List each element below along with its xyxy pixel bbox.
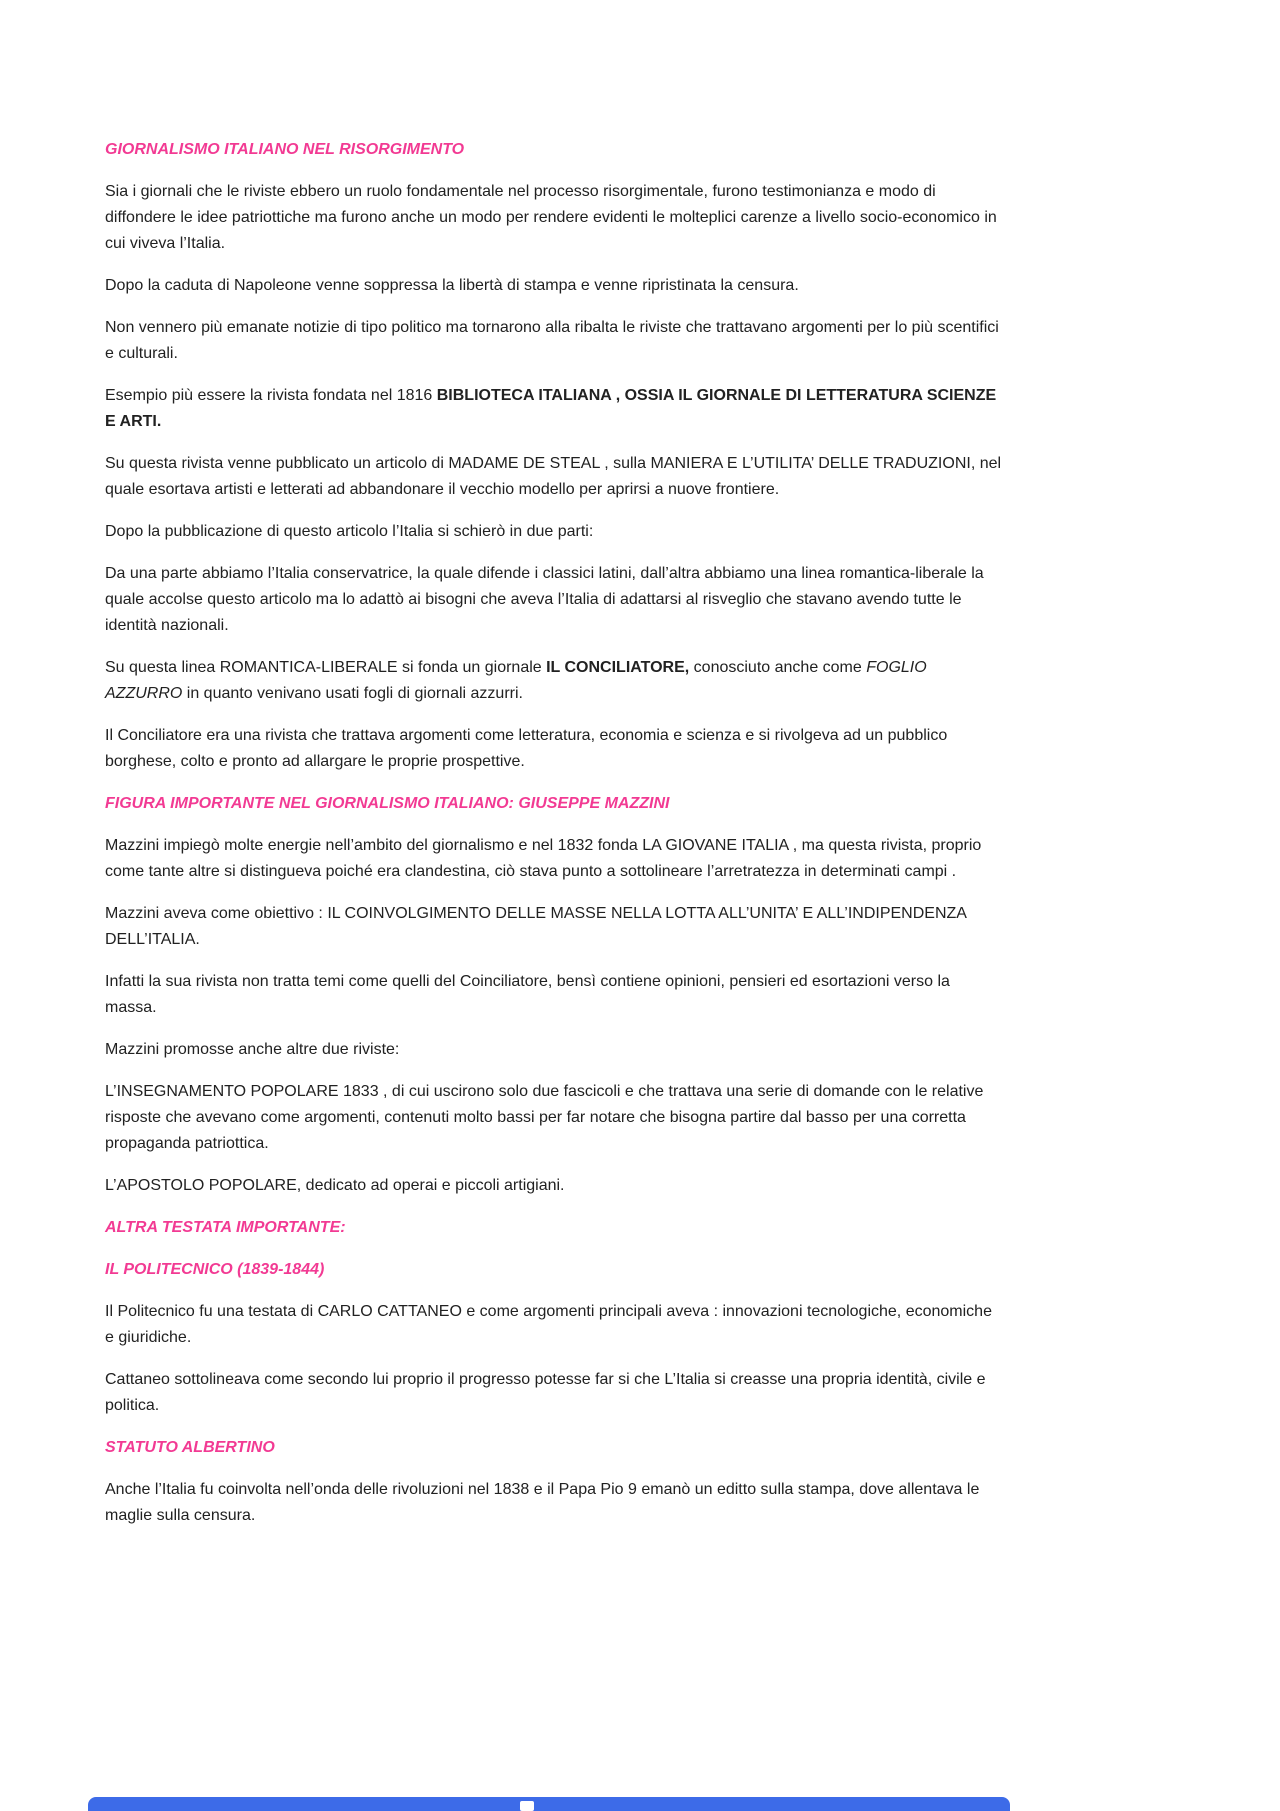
section-heading-mazzini: FIGURA IMPORTANTE NEL GIORNALISMO ITALIANO: GIUSEPPE MAZZINI	[105, 795, 670, 812]
paragraph-run-bold: IL CONCILIATORE,	[546, 659, 690, 676]
footer-bar[interactable]	[88, 1797, 1010, 1811]
paragraph: L’INSEGNAMENTO POPOLARE 1833 , di cui uscirono solo due fascicoli e che trattava una serie di domande con le relative risposte che avevano come argomenti, contenuti molto bassi per far notare che bisogna partire dal basso per una corretta propaganda patriottica.	[105, 1083, 984, 1152]
paragraph: Cattaneo sottolineava come secondo lui proprio il progresso potesse far si che L’Italia si creasse una propria identità, civile e politica.	[105, 1371, 986, 1414]
paragraph: Da una parte abbiamo l’Italia conservatrice, la quale difende i classici latini, dall’altra abbiamo una linea romantica-liberale la quale accolse questo articolo ma lo adattò ai bisogni che aveva l’Italia di adattarsi al risveglio che stavano avendo tutte le identità nazionali.	[105, 565, 984, 634]
paragraph-run: conosciuto anche come	[689, 659, 867, 676]
section-heading-statuto-albertino: STATUTO ALBERTINO	[105, 1439, 275, 1456]
paragraph: Mazzini aveva come obiettivo : IL COINVOLGIMENTO DELLE MASSE NELLA LOTTA ALL’UNITA’ E ALL’INDIPENDENZA DELL’ITALIA.	[105, 905, 967, 948]
paragraph: Mazzini impiegò molte energie nell’ambito del giornalismo e nel 1832 fonda LA GIOVANE ITALIA , ma questa rivista, proprio come tante altre si distingueva poiché era clandestina, ciò stava punto a sottolineare l’arretratezza in determinati campi .	[105, 837, 982, 880]
paragraph-run-bold: BIBLIOTECA ITALIANA , OSSIA IL GIORNALE DI LETTERATURA SCIENZE E ARTI.	[105, 387, 997, 430]
paragraph: Dopo la pubblicazione di questo articolo l’Italia si schierò in due parti:	[105, 523, 594, 540]
paragraph: Sia i giornali che le riviste ebbero un ruolo fondamentale nel processo risorgimentale, furono testimonianza e modo di diffondere le idee patriottiche ma furono anche un modo per rendere evidenti le molteplici carenze a livello socio-economico in cui viveva l’Italia.	[105, 183, 997, 252]
paragraph	[105, 383, 1002, 435]
paragraph: Su questa rivista venne pubblicato un articolo di MADAME DE STEAL , sulla MANIERA E L’UTILITA’ DELLE TRADUZIONI, nel quale esortava artisti e letterati ad abbandonare il vecchio modello per aprirsi a nuove frontiere.	[105, 455, 1002, 498]
paragraph: Anche l’Italia fu coinvolta nell’onda delle rivoluzioni nel 1838 e il Papa Pio 9 emanò un editto sulla stampa, dove allentava le maglie sulla censura.	[105, 1481, 980, 1524]
paragraph: Il Conciliatore era una rivista che trattava argomenti come letteratura, economia e scienza e si rivolgeva ad un pubblico borghese, colto e pronto ad allargare le proprie prospettive.	[105, 727, 948, 770]
paragraph-run: in quanto venivano usati fogli di giornali azzurri.	[182, 685, 523, 702]
paragraph-run-italic: FOGLIO AZZURRO	[105, 659, 927, 702]
section-heading-giornalismo-risorgimento: GIORNALISMO ITALIANO NEL RISORGIMENTO	[105, 141, 465, 158]
paragraph: Infatti la sua rivista non tratta temi come quelli del Coinciliatore, bensì contiene opinioni, pensieri ed esortazioni verso la massa.	[105, 973, 950, 1016]
paragraph: Mazzini promosse anche altre due riviste:	[105, 1041, 400, 1058]
paragraph-run: Esempio più essere la rivista fondata nel 1816	[105, 387, 437, 404]
section-heading-altra-testata: ALTRA TESTATA IMPORTANTE:	[105, 1219, 346, 1236]
paragraph	[105, 655, 1002, 707]
paragraph-run: Su questa linea ROMANTICA-LIBERALE si fonda un giornale	[105, 659, 547, 676]
paragraph: Dopo la caduta di Napoleone venne soppressa la libertà di stampa e venne ripristinata la censura.	[105, 277, 799, 294]
section-heading-politecnico: IL POLITECNICO (1839-1844)	[105, 1261, 325, 1278]
paragraph: Non vennero più emanate notizie di tipo politico ma tornarono alla ribalta le riviste che trattavano argomenti per lo più scentifici e culturali.	[105, 319, 999, 362]
footer-bar-glyph	[520, 1801, 534, 1811]
paragraph: L’APOSTOLO POPOLARE, dedicato ad operai e piccoli artigiani.	[105, 1177, 565, 1194]
paragraph: Il Politecnico fu una testata di CARLO CATTANEO e come argomenti principali aveva : innovazioni tecnologiche, economiche e giuridiche.	[105, 1303, 992, 1346]
